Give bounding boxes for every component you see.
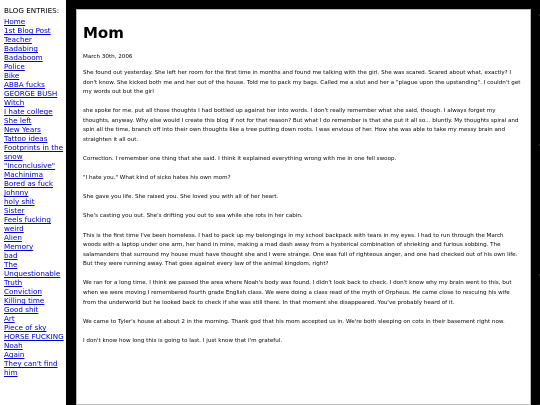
- sidebar-link[interactable]: Footprints in the snow: [4, 143, 64, 161]
- sidebar: [0, 0, 66, 405]
- post-paragraph: She gave you life. She raised you. She loved you with all of her heart.: [83, 194, 279, 201]
- sidebar-link[interactable]: New Years: [4, 125, 41, 134]
- sidebar-link[interactable]: They can't find him: [4, 359, 58, 377]
- sidebar-link[interactable]: Piece of sky: [4, 323, 47, 332]
- sidebar-link[interactable]: Alien: [4, 233, 22, 242]
- sidebar-link[interactable]: Art: [4, 314, 15, 323]
- sidebar-link[interactable]: "Inconclusive": [4, 161, 56, 170]
- post-paragraph: We ran for a long time. I think we passed the area where Noah's body was found. I didn't look back to check. I don't know why my brain went to this, but when we were moving I remembered fourth grade English class. We were doing a class read of the myth of Orpheus. He came close to rescuing his wife from the underworld but he looked back to check if she was still there. In that moment she disappeared. You've probably heard of it.: [83, 280, 512, 306]
- sidebar-link[interactable]: Bike: [4, 71, 20, 80]
- sidebar-link[interactable]: Noah: [4, 341, 23, 350]
- sidebar-link[interactable]: Machinima: [4, 170, 44, 179]
- post-paragraph: she spoke for me. put all those thoughts I had bottled up against her into words. I don't really remember what she said, though. I always forget my thoughts, anyway. Why else would I create this blog if not for that reason? But what I do remember is that she put it all so... bluntly. My thoughts spiral and spin all the time, branch off into their own thoughts like a tree putting down roots. I was envious of her. How she was able to take my messy brain and straighten it all out.: [83, 108, 519, 144]
- post-paragraph: Correction. I remember one thing that she said. I think it explained everything wrong with me in one fell swoop.: [83, 156, 397, 163]
- sidebar-link[interactable]: Bored as fuck: [4, 179, 54, 188]
- sidebar-link[interactable]: She left: [4, 116, 32, 125]
- sidebar-link[interactable]: HORSE FUCKING: [4, 332, 64, 341]
- sidebar-link[interactable]: Badabing: [4, 44, 38, 53]
- sidebar-link[interactable]: Feels fucking weird: [4, 215, 51, 233]
- sidebar-link[interactable]: Good shit: [4, 305, 39, 314]
- post-paragraph: We came to Tyler's house at about 2 in the morning. Thank god that his mom accepted us in. We're both sleeping on cots in their basement right now.: [83, 318, 505, 325]
- sidebar-link[interactable]: Tattoo ideas: [4, 134, 48, 143]
- post-paragraph: I don't know how long this is going to last. I just know that I'm grateful.: [83, 337, 283, 344]
- sidebar-link[interactable]: 1st Blog Post: [4, 26, 51, 35]
- sidebar-link[interactable]: GEORGE BUSH: [4, 89, 58, 98]
- sidebar-link[interactable]: Johnny: [4, 188, 29, 197]
- post-paragraph: She's casting you out. She's drifting you out to sea while she rots in her cabin.: [83, 213, 303, 220]
- sidebar-link[interactable]: Memory: [4, 242, 34, 251]
- post-paragraph: "I hate you." What kind of sicko hates his own mom?: [83, 175, 231, 182]
- sidebar-link[interactable]: Badaboom: [4, 53, 43, 62]
- sidebar-link[interactable]: Police: [4, 62, 25, 71]
- sidebar-link[interactable]: Teacher: [4, 35, 32, 44]
- sidebar-link[interactable]: Sister: [4, 206, 25, 215]
- sidebar-link[interactable]: Witch: [4, 98, 25, 107]
- post-body: [83, 69, 522, 346]
- sidebar-link[interactable]: bad: [4, 251, 18, 260]
- post-title: Mom: [83, 24, 124, 42]
- post-paragraph: She found out yesterday. She left her room for the first time in months and found me talking with the girl. She was scared. Scared about what, exactly? I don't know. She kicked both me and her out of the house. Told me to pack my bags. Called me a slut and her a "plague upon the upstanding". I couldn't get my words out but the girl: [83, 70, 521, 96]
- sidebar-link[interactable]: Conviction: [4, 287, 42, 296]
- sidebar-link[interactable]: The Unquestionable Truth: [4, 260, 61, 287]
- sidebar-link[interactable]: Again: [4, 350, 25, 359]
- blog-post: [76, 9, 531, 405]
- sidebar-link[interactable]: Home: [4, 17, 26, 26]
- sidebar-link[interactable]: I hate college: [4, 107, 53, 116]
- sidebar-link[interactable]: ABBA fucks: [4, 80, 45, 89]
- sidebar-link[interactable]: Killing time: [4, 296, 45, 305]
- post-date: March 30th, 2006: [83, 54, 133, 60]
- sidebar-heading: BLOG ENTRIES:: [4, 6, 60, 15]
- post-paragraph: This is the first time I've been homeless. I had to pack up my belongings in my school backpack with tears in my eyes. I had to run through the March woods with a laptop under one arm, her hand in mine, making a mad dash away from a hysterical combination of shrieking and furious sobbing. The salamanders that surround my house must have thought she and I were strange. One was full of righteous anger, and one had checked out of his own life. But they were running away. That goes against every law of the animal kingdom, right?: [83, 232, 518, 268]
- sidebar-link[interactable]: holy shit: [4, 197, 35, 206]
